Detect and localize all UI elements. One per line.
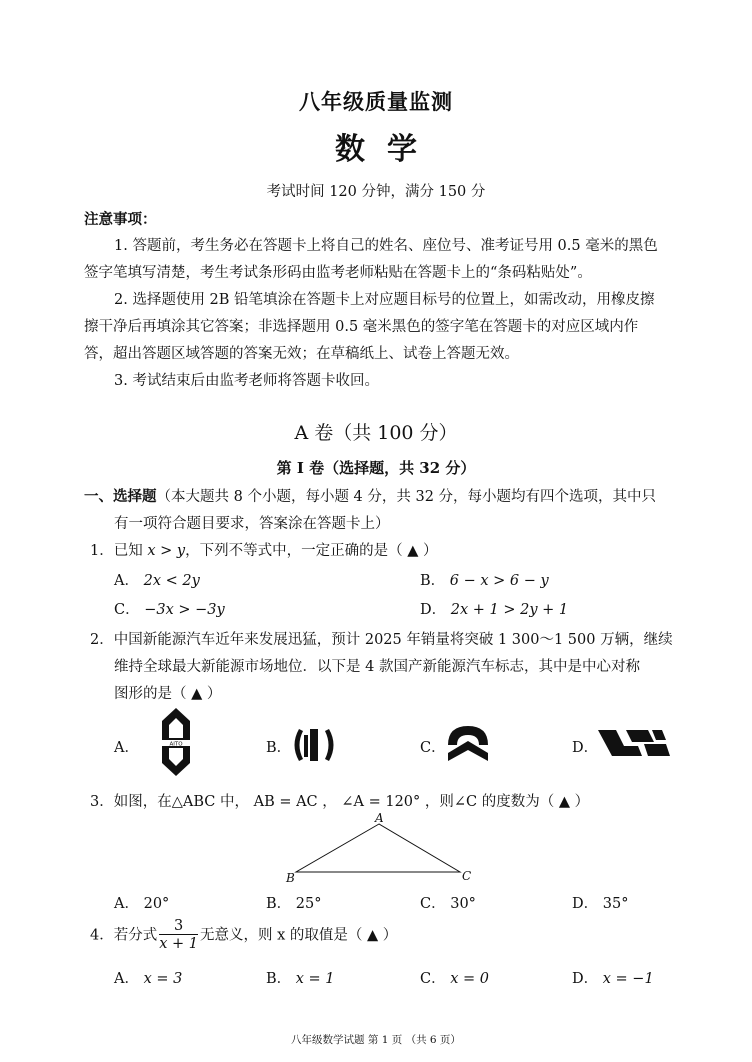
subject-title: 数学 (335, 132, 439, 167)
aito-logo-icon (159, 706, 193, 778)
notice-line: 答，超出答题区域答题的答案无效；在草稿纸上、试卷上答题无效。 (84, 346, 519, 362)
mc-label: 一、选择题 (84, 488, 157, 505)
nio-style-logo-icon (444, 723, 492, 763)
part1-title: 第 I 卷（选择题，共 32 分） (276, 459, 476, 477)
question-3: 3．如图，在△ABC 中， AB = AC ， ∠A = 120° ，则∠C 的度数为（ ▲ ） (90, 794, 590, 810)
section-a-title: A 卷（共 100 分） (294, 422, 458, 444)
notice-line: 1. 答题前，考生务必在答题卡上将自己的姓名、座位号、准考证号用 0.5 毫米的黑色 (114, 238, 658, 254)
lynk-style-logo-icon (598, 728, 670, 758)
q2-option-a[interactable]: A． (114, 740, 139, 756)
vertex-c-label: C (462, 869, 472, 883)
q4-option-a[interactable]: A． x = 3 (114, 971, 183, 987)
q3-option-d[interactable]: D． 35° (572, 896, 629, 912)
question-1: 1．已知 x > y，下列不等式中，一定正确的是（ ▲ ） (90, 543, 438, 559)
q2-option-d[interactable]: D． (572, 740, 599, 756)
xpeng-style-logo-icon (289, 725, 339, 765)
q3-option-c[interactable]: C． 30° (420, 896, 476, 912)
q4-option-c[interactable]: C． x = 0 (420, 971, 489, 987)
q-number: 2． (90, 632, 114, 648)
q3-option-b[interactable]: B． 25° (266, 896, 322, 912)
q2-line: 维持全球最大新能源市场地位．以下是 4 款国产新能源汽车标志，其中是中心对称 (114, 659, 640, 675)
page-footer: 八年级数学试题 第 1 页 （共 6 页） (291, 1034, 461, 1046)
question-2: 2．中国新能源汽车近年来发展迅猛，预计 2025 年销量将突破 1 300～1 500 万辆，继续 (90, 632, 673, 648)
question-4: 4．若分式 $\frac{3}{x + 1}$ 无意义，则 x 的取值是（ ▲ ） (90, 918, 398, 952)
q4-option-d[interactable]: D． x = −1 (572, 971, 654, 987)
q-number: 4． (90, 927, 114, 944)
notice-line: 2. 选择题使用 2B 铅笔填涂在答题卡上对应题目标号的位置上，如需改动，用橡皮擦 (114, 292, 655, 308)
fraction: $\frac{3}{x + 1}$ (159, 918, 199, 952)
q1-option-b[interactable]: B． 6 − x > 6 − y (420, 573, 549, 589)
mc-instructions (84, 485, 656, 506)
notice-line: 签字笔填写清楚，考生考试条形码由监考老师粘贴在答题卡上的“条码粘贴处”。 (84, 265, 592, 281)
exam-info: 考试时间 120 分钟，满分 150 分 (266, 184, 486, 200)
q1-option-a[interactable]: A． 2x < 2y (114, 573, 200, 589)
mc-instructions-cont: 有一项符合题目要求，答案涂在答题卡上） (114, 516, 390, 532)
q1-option-c[interactable]: C． −3x > −3y (114, 602, 225, 618)
q-number: 1． (90, 543, 114, 559)
notice-heading: 注意事项： (84, 211, 157, 228)
triangle-abc-diagram (284, 812, 474, 884)
q-number: 3． (90, 794, 114, 810)
q4-option-b[interactable]: B． x = 1 (266, 971, 335, 987)
q3-option-a[interactable]: A． 20° (114, 896, 170, 912)
notice-line: 擦干净后再填涂其它答案；非选择题用 0.5 毫米黑色的签字笔在答题卡的对应区域内作 (84, 319, 639, 335)
vertex-a-label: A (375, 812, 384, 825)
exam-title: 八年级质量监测 (299, 89, 453, 114)
mc-instr: （本大题共 8 个小题，每小题 4 分，共 32 分，每小题均有四个选项，其中只 (156, 489, 657, 505)
q2-option-b[interactable]: B． (266, 740, 292, 756)
q2-option-c[interactable]: C． (420, 740, 446, 756)
aito-logo-text: AITO (169, 741, 183, 748)
vertex-b-label: B (286, 871, 295, 884)
notice-line: 3. 考试结束后由监考老师将答题卡收回。 (114, 373, 379, 389)
q2-line: 图形的是（ ▲ ） (114, 686, 222, 702)
q1-option-d[interactable]: D． 2x + 1 > 2y + 1 (420, 602, 569, 618)
